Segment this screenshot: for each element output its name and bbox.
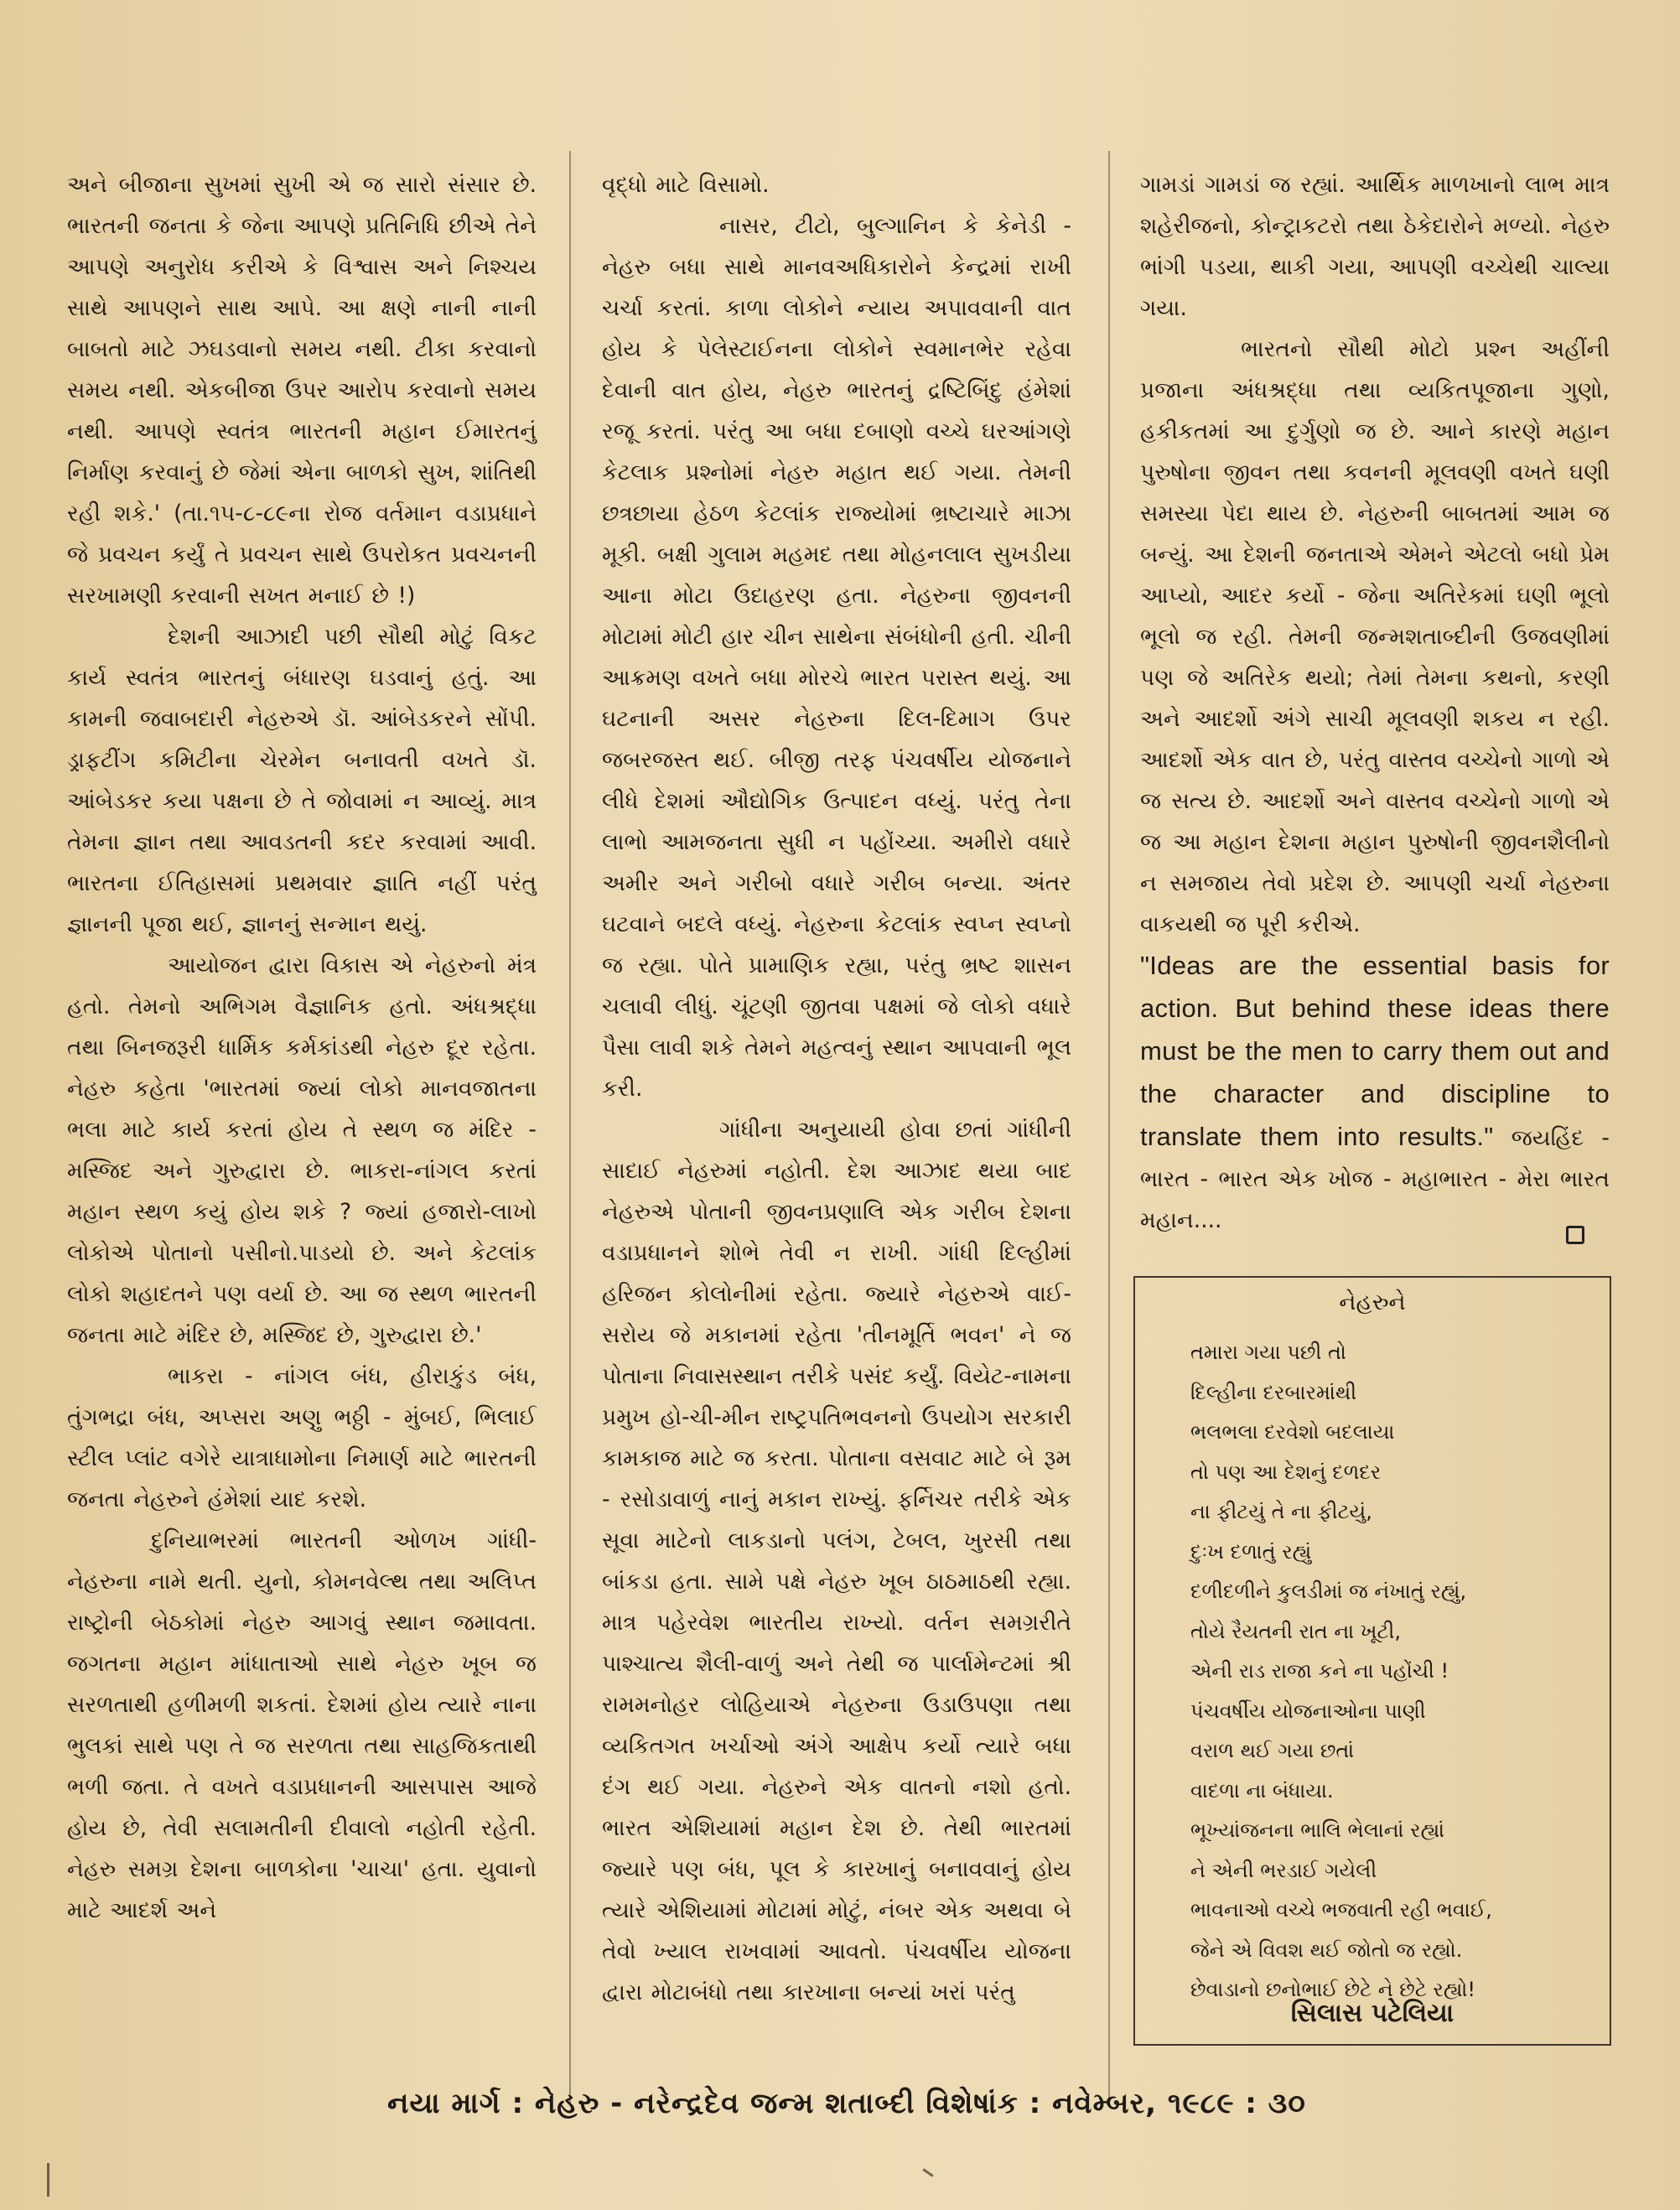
- poem-line: ને એની ભરડાઈ ગયેલી: [1190, 1858, 1377, 1882]
- poem-line: ના ફીટયું તે ના ફીટયું,: [1190, 1500, 1372, 1523]
- poem-line: ભૂખ્યાંજનના ભાલિ ભેલાનાં રહ્યાં: [1190, 1818, 1445, 1842]
- paragraph: દુનિયાભરમાં ભારતની ઓળખ ગાંધી-નેહરુના નામે થતી. યુનો, કોમનવેલ્થ તથા અલિપ્ત રાષ્ટ્રોની બેઠકોમાં નેહરુ આગવું સ્થાન જમાવતા. જગતના મહાન માંધાતાઓ સાથે નેહરુ ખૂબ જ સરળતાથી હળીમળી શકતાં. દેશમાં હોય ત્યારે નાના ભુલકાં સાથે પણ તે જ સરળતા તથા સાહજિકતાથી ભળી જતા. તે વખતે વડાપ્રધાનની આસપાસ આજે હોય છે, તેવી સલામતીની દીવાલો નહોતી રહેતી. નેહરુ સમગ્ર દેશના બાળકોના 'ચાચા' હતા. યુવાનો માટે આદર્શ અને: [67, 1528, 537, 1923]
- paragraph: ભાકરા - નાંગલ બંધ, હીરાકુંડ બંધ, તુંગભદ્રા બંધ, અપ્સરા અણુ ભઠ્ઠી - મુંબઈ, ભિલાઈ સ્ટીલ પ્લાંટ વગેરે યાત્રાધામોના નિમાર્ણ માટે ભારતની જનતા નેહરુને હંમેશાં યાદ કરશે.: [67, 1363, 537, 1512]
- left-column: [67, 164, 537, 1931]
- paragraph: ગામડાં ગામડાં જ રહ્યાં. આર્થિક માળખાનો લાભ માત્ર શહેરીજનો, કોન્ટ્રાકટરો તથા ઠેકેદારોને મળ્યો. નેહરુ ભાંગી પડયા, થાકી ગયા, આપણી વચ્ચેથી ચાલ્યા ગયા.: [1140, 172, 1610, 321]
- poem-line: દિલ્હીના દરબારમાંથી: [1190, 1380, 1357, 1404]
- edge-mark: [47, 2163, 49, 2197]
- poem-line: ભલભલા દરવેશો બદલાયા: [1190, 1420, 1395, 1444]
- closing-line: જયહિંદ - ભારત - ભારત એક ખોજ - મહાભારત - મેરા ભારત મહાન....: [1140, 1125, 1610, 1233]
- poem-line: દળીદળીને કુલડીમાં જ નંખાતું રહ્યું,: [1190, 1580, 1467, 1603]
- paper-speck: [922, 2168, 933, 2176]
- paragraph: ગાંધીના અનુયાયી હોવા છતાં ગાંધીની સાદાઈ નેહરુમાં નહોતી. દેશ આઝાદ થયા બાદ નેહરુએ પોતાની જીવનપ્રણાલિ એક ગરીબ દેશના વડાપ્રધાનને શોભે તેવી ન રાખી. ગાંધી દિલ્હીમાં હરિજન કોલોનીમાં રહેતા. જ્યારે નેહરુએ વાઈ-સરોય જે મકાનમાં રહેતા 'તીનમૂર્તિ ભવન' ને જ પોતાના નિવાસસ્થાન તરીકે પસંદ કર્યું. વિયેટ-નામના પ્રમુખ હો-ચી-મીન રાષ્ટ્રપતિભવનનો ઉપયોગ સરકારી કામકાજ માટે જ કરતા. પોતાના વસવાટ માટે બે રૂમ - રસોડાવાળું નાનું મકાન રાખ્યું. ફર્નિચર તરીકે એક સૂવા માટેનો લાકડાનો પલંગ, ટેબલ, ખુરસી તથા બાંકડા હતા. સામે પક્ષે નેહરુ ખૂબ ઠાઠમાઠથી રહ્યા. માત્ર પહેરવેશ ભારતીય રાખ્યો. વર્તન સમગ્રરીતે પાશ્ચાત્ય શૈલી-વાળું અને તેથી જ પાર્લામેન્ટમાં શ્રી રામમનોહર લોહિયાએ નેહરુના ઉડાઉપણા તથા વ્યકિતગત ખર્ચાઓ અંગે આક્ષેપ કર્યો ત્યારે બધા દંગ થઈ ગયા. નેહરુને એક વાતનો નશો હતો. ભારત એશિયામાં મહાન દેશ છે. તેથી ભારતમાં જ્યારે પણ બંધ, પૂલ કે કારખાનું બનાવવાનું હોય ત્યારે એશિયામાં મોટામાં મોટું, નંબર એક અથવા બે તેવો ખ્યાલ રાખવામાં આવતો. પંચવર્ષીય યોજના દ્વારા મોટાબંધો તથા કારખાના બન્યાં ખરાં પરંતુ: [602, 1117, 1071, 2005]
- poem-line: તમારા ગયા પછી તો: [1190, 1341, 1346, 1364]
- paragraph: દેશની આઝાદી પછી સૌથી મોટું વિકટ કાર્ય સ્વતંત્ર ભારતનું બંધારણ ઘડવાનું હતું. આ કામની જવાબદારી નેહરુએ ડૉ. આંબેડકરને સોંપી. ડ્રાફટીંગ કમિટીના ચેરમેન બનાવતી વખતે ડૉ. આંબેડકર કયા પક્ષના છે તે જોવામાં ન આવ્યું. માત્ર તેમના જ્ઞાન તથા આવડતની કદર કરવામાં આવી. ભારતના ઈતિહાસમાં પ્રથમવાર જ્ઞાતિ નહીં પરંતુ જ્ઞાનની પૂજા થઈ, જ્ઞાનનું સન્માન થયું.: [67, 624, 537, 937]
- poem-line: જેને એ વિવશ થઈ જોતો જ રહ્યો.: [1190, 1938, 1463, 1962]
- column-divider: [1108, 151, 1110, 2104]
- poem-line: છેવાડાનો છનોભાઈ છેટે ને છેટે રહ્યો!: [1190, 1978, 1476, 2001]
- poem-line: વરાળ થઈ ગયા છતાં: [1190, 1739, 1355, 1762]
- poem-line: ભાવનાઓ વચ્ચે ભજવાતી રહી ભવાઈ,: [1190, 1898, 1492, 1922]
- english-quote: "Ideas are the essential basis for action. But behind these ideas there must be the men to carry them out and the character and discipline to translate them into results.": [1140, 951, 1610, 1151]
- poem-box: [1133, 1276, 1611, 2046]
- end-mark-icon: [1566, 1226, 1584, 1244]
- poem-line: દુઃખ દળાતું રહ્યું: [1190, 1539, 1312, 1564]
- column-divider: [569, 151, 571, 2104]
- poem-line: તો પણ આ દેશનું દળદર: [1190, 1460, 1382, 1484]
- poem-line: પંચવર્ષીય યોજનાઓના પાણી: [1190, 1699, 1426, 1723]
- paragraph: નાસર, ટીટો, બુલ્ગાનિન કે કેનેડી - નેહરુ બધા સાથે માનવઅધિકારોને કેન્દ્રમાં રાખી ચર્ચા કરતાં. કાળા લોકોને ન્યાય અપાવવાની વાત હોય કે પેલેસ્ટાઈનના લોકોને સ્વમાનભેર રહેવા દેવાની વાત હોય, નેહરુ ભારતનું દ્રષ્ટિબિંદુ હંમેશાં રજૂ કરતાં. પરંતુ આ બધા દબાણો વચ્ચે ઘરઆંગણે કેટલાક પ્રશ્નોમાં નેહરુ મહાત થઈ ગયા. તેમની છત્રછાયા હેઠળ કેટલાંક રાજ્યોમાં ભ્રષ્ટાચારે માઝા મૂકી. બક્ષી ગુલામ મહમદ તથા મોહનલાલ સુખડીયા આના મોટા ઉદાહરણ હતા. નેહરુના જીવનની મોટામાં મોટી હાર ચીન સાથેના સંબંધોની હતી. ચીની આક્રમણ વખતે બધા મોરચે ભારત પરાસ્ત થયું. આ ઘટનાની અસર નેહરુના દિલ-દિમાગ ઉપર જબરજસ્ત થઈ. બીજી તરફ પંચવર્ષીય યોજનાને લીધે દેશમાં ઔદ્યોગિક ઉત્પાદન વધ્યું. પરંતુ તેના લાભો આમજનતા સુધી ન પહોંચ્યા. અમીરો વધારે અમીર અને ગરીબો વધારે ગરીબ બન્યા. અંતર ઘટવાને બદલે વધ્યું. નેહરુના કેટલાંક સ્વપ્ન સ્વપ્નો જ રહ્યા. પોતે પ્રામાણિક રહ્યા, પરંતુ ભ્રષ્ટ શાસન ચલાવી લીધું. ચૂંટણી જીતવા પક્ષમાં જે લોકો વધારે પૈસા લાવી શકે તેમને મહત્વનું સ્થાન આપવાની ભૂલ કરી.: [602, 213, 1071, 1102]
- english-quote-paragraph: [1140, 945, 1610, 1241]
- middle-column: [602, 164, 1071, 2013]
- paragraph: અને બીજાના સુખમાં સુખી એ જ સારો સંસાર છે. ભારતની જનતા કે જેના આપણે પ્રતિનિધિ છીએ તેને આપણે અનુરોધ કરીએ કે વિશ્વાસ અને નિશ્ચય સાથે આપણને સાથ આપે. આ ક્ષણે નાની નાની બાબતો માટે ઝઘડવાનો સમય નથી. ટીકા કરવાનો સમય નથી. એકબીજા ઉપર આરોપ કરવાનો સમય નથી. આપણે સ્વતંત્ર ભારતની મહાન ઈમારતનું નિર્માણ કરવાનું છે જેમાં એના બાળકો સુખ, શાંતિથી રહી શકે.' (તા.૧૫-૮-૮૯ના રોજ વર્તમાન વડાપ્રધાને જે પ્રવચન કર્યું તે પ્રવચન સાથે ઉપરોકત પ્રવચનની સરખામણી કરવાની સખત મનાઈ છે !): [67, 172, 537, 609]
- poem-line: વાદળા ના બંધાયા.: [1190, 1778, 1334, 1803]
- right-column: [1140, 164, 1610, 1241]
- poem-title: નેહરુને: [1339, 1289, 1406, 1315]
- section-heading: વૃદ્ધો માટે વિસામો.: [602, 172, 770, 198]
- poem-lines: [1190, 1333, 1610, 2010]
- poem-author: સિલાસ પટેલિયા: [1290, 1999, 1454, 2028]
- poem-line: તોયે રૈયતની રાત ના ખૂટી,: [1190, 1619, 1401, 1643]
- page-footer: નયા માર્ગ : નેહરુ - નરેન્દ્રદેવ જન્મ શતાબ્દી વિશેષાંક : નવેમ્બર, ૧૯૮૯ : ૩૦: [387, 2087, 1306, 2120]
- paragraph: ભારતનો સૌથી મોટો પ્રશ્ન અહીંની પ્રજાના અંધશ્રદ્ધા તથા વ્યકિતપૂજાના ગુણો, હકીકતમાં આ દુર્ગુણો જ છે. આને કારણે મહાન પુરુષોના જીવન તથા કવનની મૂલવણી વખતે ઘણી સમસ્યા પેદા થાય છે. નેહરુની બાબતમાં આમ જ બન્યું. આ દેશની જનતાએ એમને એટલો બધો પ્રેમ આપ્યો, આદર કર્યો - જેના અતિરેકમાં ઘણી ભૂલો ભૂલો જ રહી. તેમની જન્મશતાબ્દીની ઉજવણીમાં પણ જે અતિરેક થયો; તેમાં તેમના કથનો, કરણી અને આદર્શો અંગે સાચી મૂલવણી શકય ન રહી. આદર્શો એક વાત છે, પરંતુ વાસ્તવ વચ્ચેનો ગાળો એ જ સત્ય છે. આદર્શો અને વાસ્તવ વચ્ચેનો ગાળો એ જ આ મહાન દેશના મહાન પુરુષોની જીવનશૈલીનો ન સમજાય તેવો પ્રદેશ છે. આપણી ચર્ચા નેહરુના વાકયથી જ પૂરી કરીએ.: [1140, 336, 1610, 937]
- poem-line: એની રાડ રાજા કને ના પહોંચી !: [1190, 1659, 1449, 1683]
- paragraph: આયોજન દ્વારા વિકાસ એ નેહરુનો મંત્ર હતો. તેમનો અભિગમ વૈજ્ઞાનિક હતો. અંધશ્રદ્ધા તથા બિનજરૂરી ધાર્મિક કર્મકાંડથી નેહરુ દૂર રહેતા. નેહરુ કહેતા 'ભારતમાં જ્યાં લોકો માનવજાતના ભલા માટે કાર્ય કરતાં હોય તે સ્થળ જ મંદિર - મસ્જિદ અને ગુરુદ્વારા છે. ભાકરા-નાંગલ કરતાં મહાન સ્થળ કયું હોય શકે ? જ્યાં હજારો-લાખો લોકોએ પોતાનો પસીનો.પાડયો છે. અને કેટલાંક લોકો શહાદતને પણ વર્યા છે. આ જ સ્થળ ભારતની જનતા માટે મંદિર છે, મસ્જિદ છે, ગુરુદ્વારા છે.': [67, 952, 537, 1348]
